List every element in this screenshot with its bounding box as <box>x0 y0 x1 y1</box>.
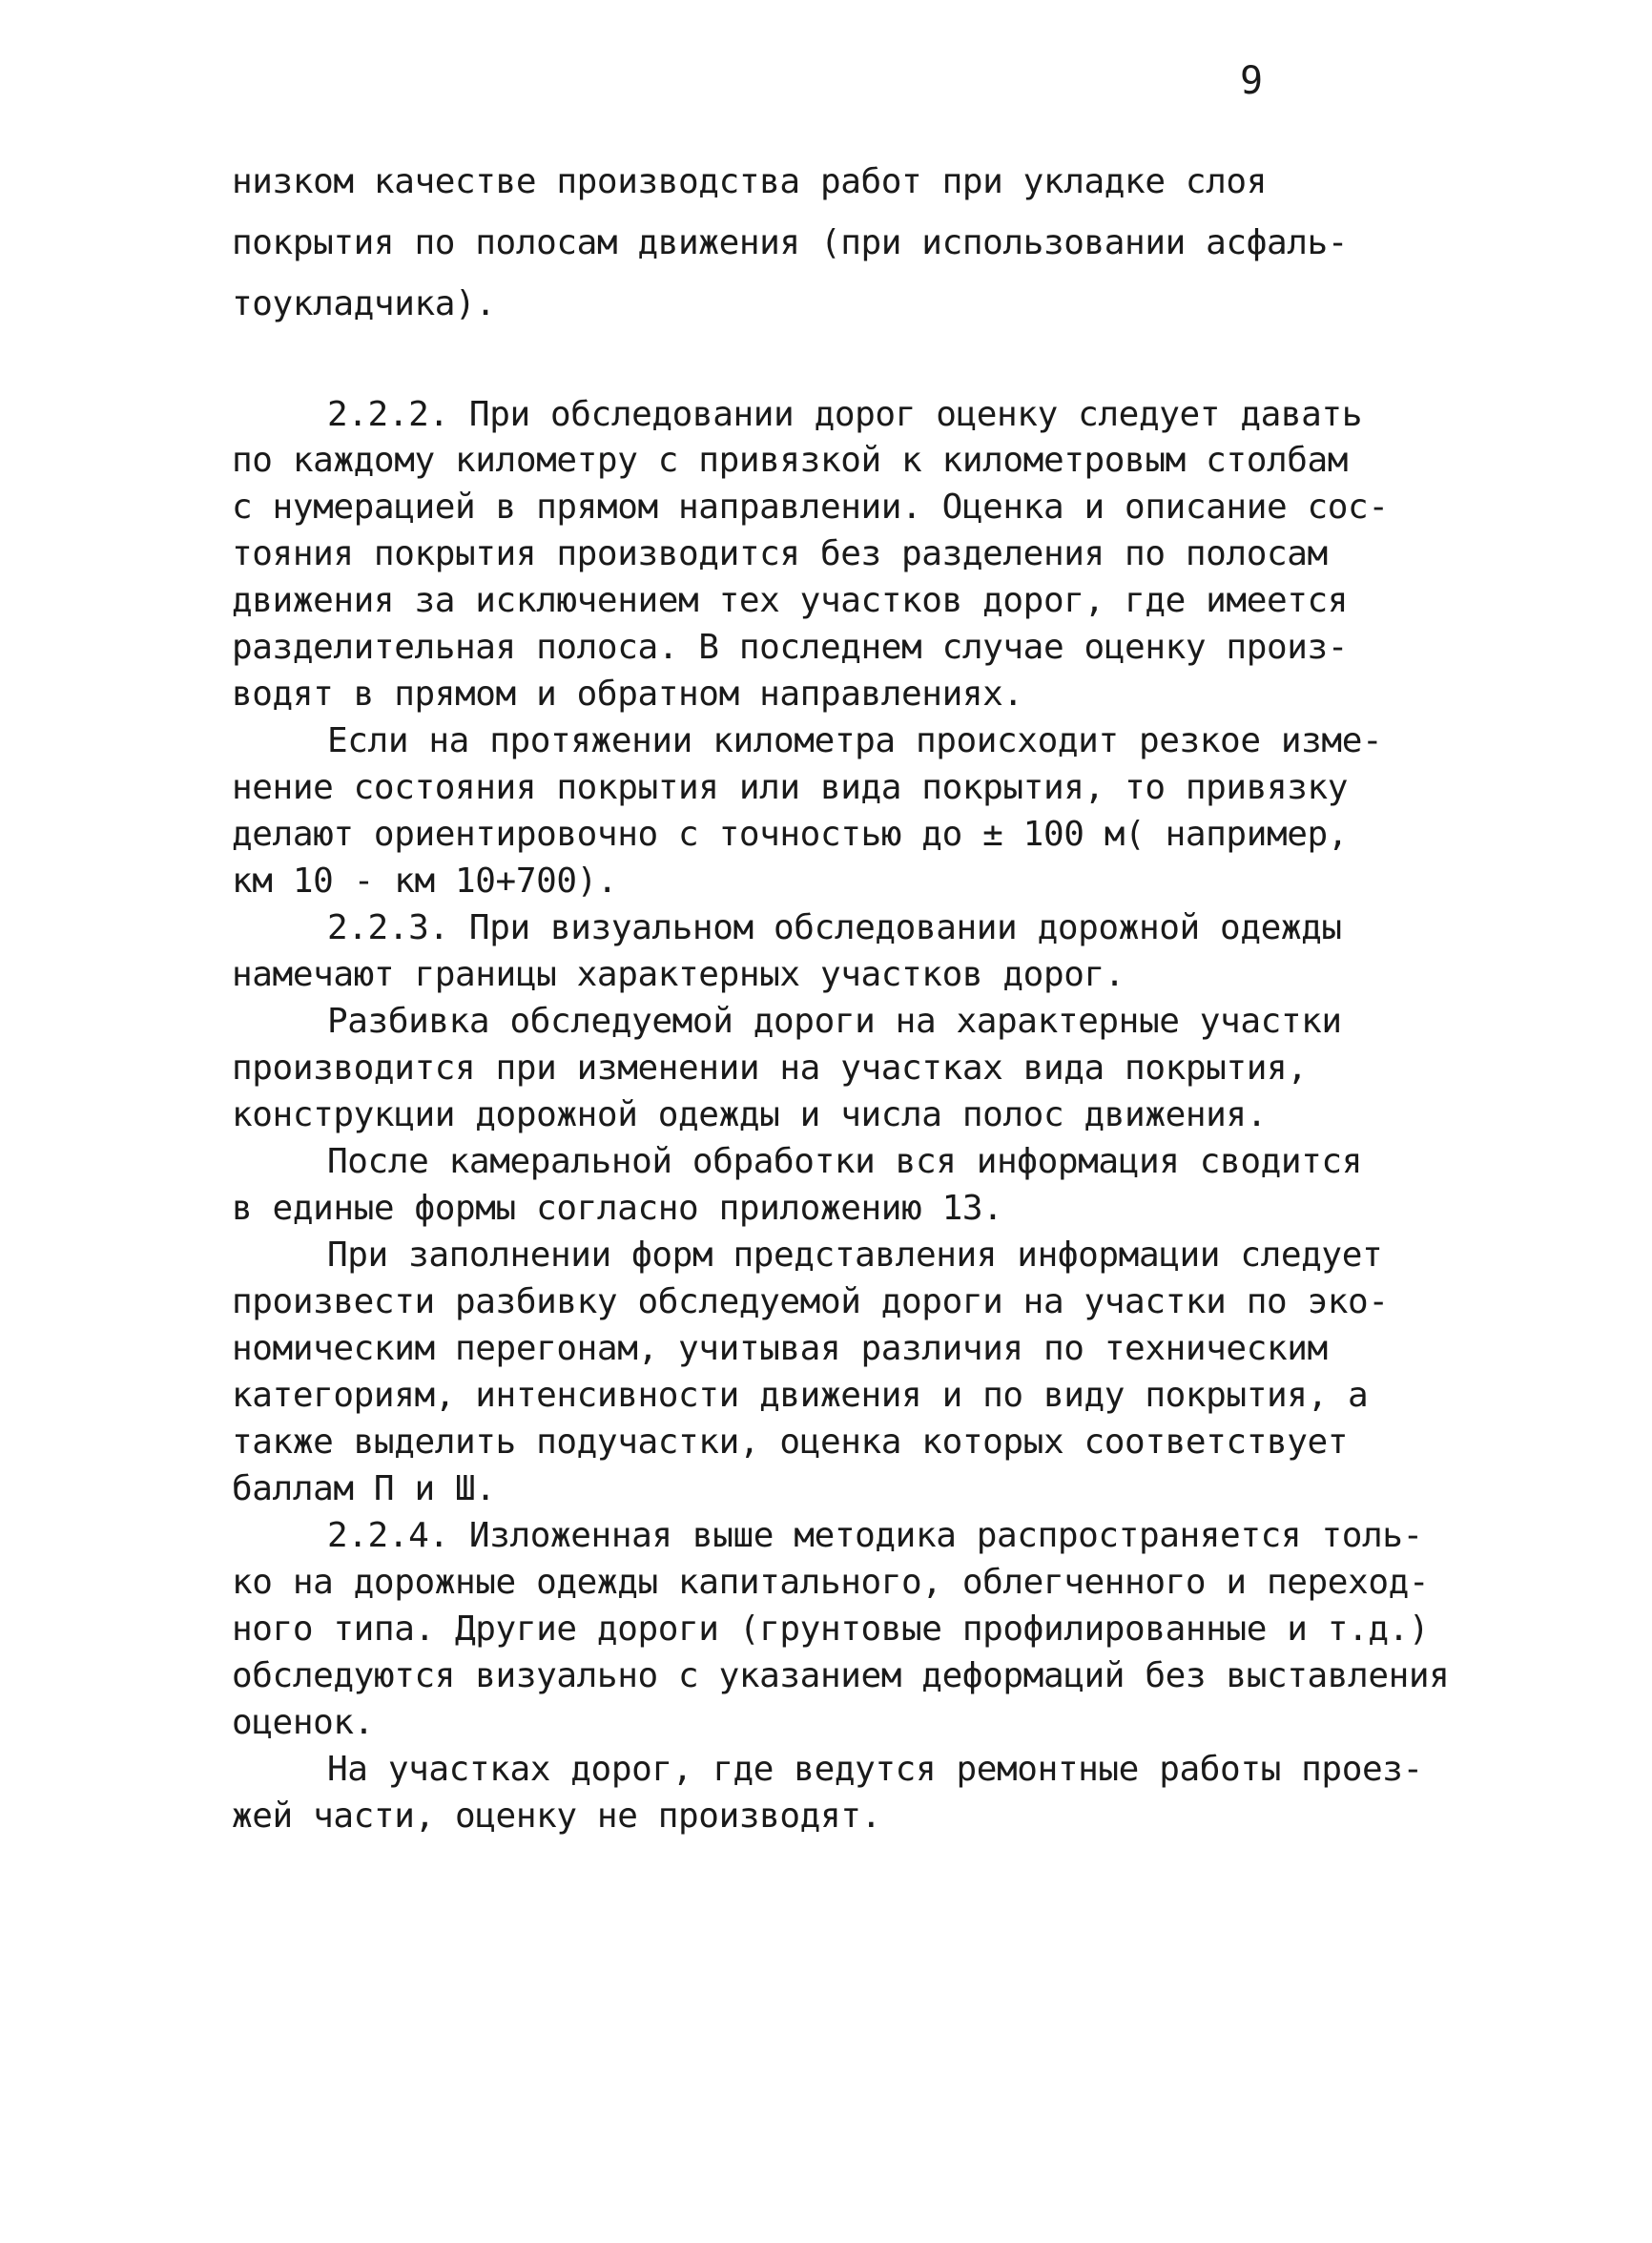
text-line: обследуются визуально с указанием деформаций без выставления <box>232 1656 1450 1695</box>
text-line: в единые формы согласно приложению 13. <box>232 1189 1003 1228</box>
text-line: конструкции дорожной одежды и числа полос движения. <box>232 1095 1267 1134</box>
text-line: 2.2.4. Изложенная выше методика распространяется толь- <box>327 1516 1423 1555</box>
text-line: После камеральной обработки вся информация сводится <box>327 1142 1362 1181</box>
text-line: по каждому километру с привязкой к километровым столбам <box>232 441 1349 480</box>
text-line: 2.2.2. При обследовании дорог оценку следует давать <box>327 395 1362 434</box>
text-line: оценок. <box>232 1703 374 1742</box>
text-line: баллам П и Ш. <box>232 1469 496 1508</box>
text-line: делают ориентировочно с точностью до ± 100 м( например, <box>232 815 1349 854</box>
text-line: разделительная полоса. В последнем случае оценку произ- <box>232 628 1349 667</box>
text-line: с нумерацией в прямом направлении. Оценка и описание сос- <box>232 488 1389 527</box>
text-line: На участках дорог, где ведутся ремонтные работы проез- <box>327 1750 1423 1789</box>
text-line: Если на протяжении километра происходит резкое изме- <box>327 721 1383 760</box>
text-line: нение состояния покрытия или вида покрытия, то привязку <box>232 768 1349 807</box>
text-line: категориям, интенсивности движения и по виду покрытия, а <box>232 1376 1369 1415</box>
text-line: водят в прямом и обратном направлениях. <box>232 675 1023 714</box>
text-line: км 10 - км 10+700). <box>232 862 618 901</box>
text-line: номическим перегонам, учитывая различия по техническим <box>232 1329 1328 1368</box>
text-line: жей части, оценку не производят. <box>232 1796 881 1836</box>
text-line: тояния покрытия производится без разделения по полосам <box>232 534 1328 573</box>
text-line: Разбивка обследуемой дороги на характерные участки <box>327 1002 1342 1041</box>
text-line: ного типа. Другие дороги (грунтовые профилированные и т.д.) <box>232 1610 1430 1649</box>
text-line: 2.2.3. При визуальном обследовании дорожной одежды <box>327 908 1342 947</box>
text-line: тоукладчика). <box>232 284 496 323</box>
text-line: ко на дорожные одежды капитального, облегченного и переход- <box>232 1563 1430 1602</box>
text-line: При заполнении форм представления информации следует <box>327 1236 1383 1275</box>
text-line: движения за исключением тех участков дорог, где имеется <box>232 581 1349 620</box>
text-line: намечают границы характерных участков дорог. <box>232 955 1125 994</box>
text-line: произвести разбивку обследуемой дороги на участки по эко- <box>232 1282 1389 1321</box>
text-line: производится при изменении на участках вида покрытия, <box>232 1049 1308 1088</box>
text-line: покрытия по полосам движения (при использовании асфаль- <box>232 223 1349 262</box>
page-number: 9 <box>1240 59 1265 103</box>
text-line: также выделить подучастки, оценка которых соответствует <box>232 1423 1349 1462</box>
text-line: низком качестве производства работ при укладке слоя <box>232 162 1267 201</box>
